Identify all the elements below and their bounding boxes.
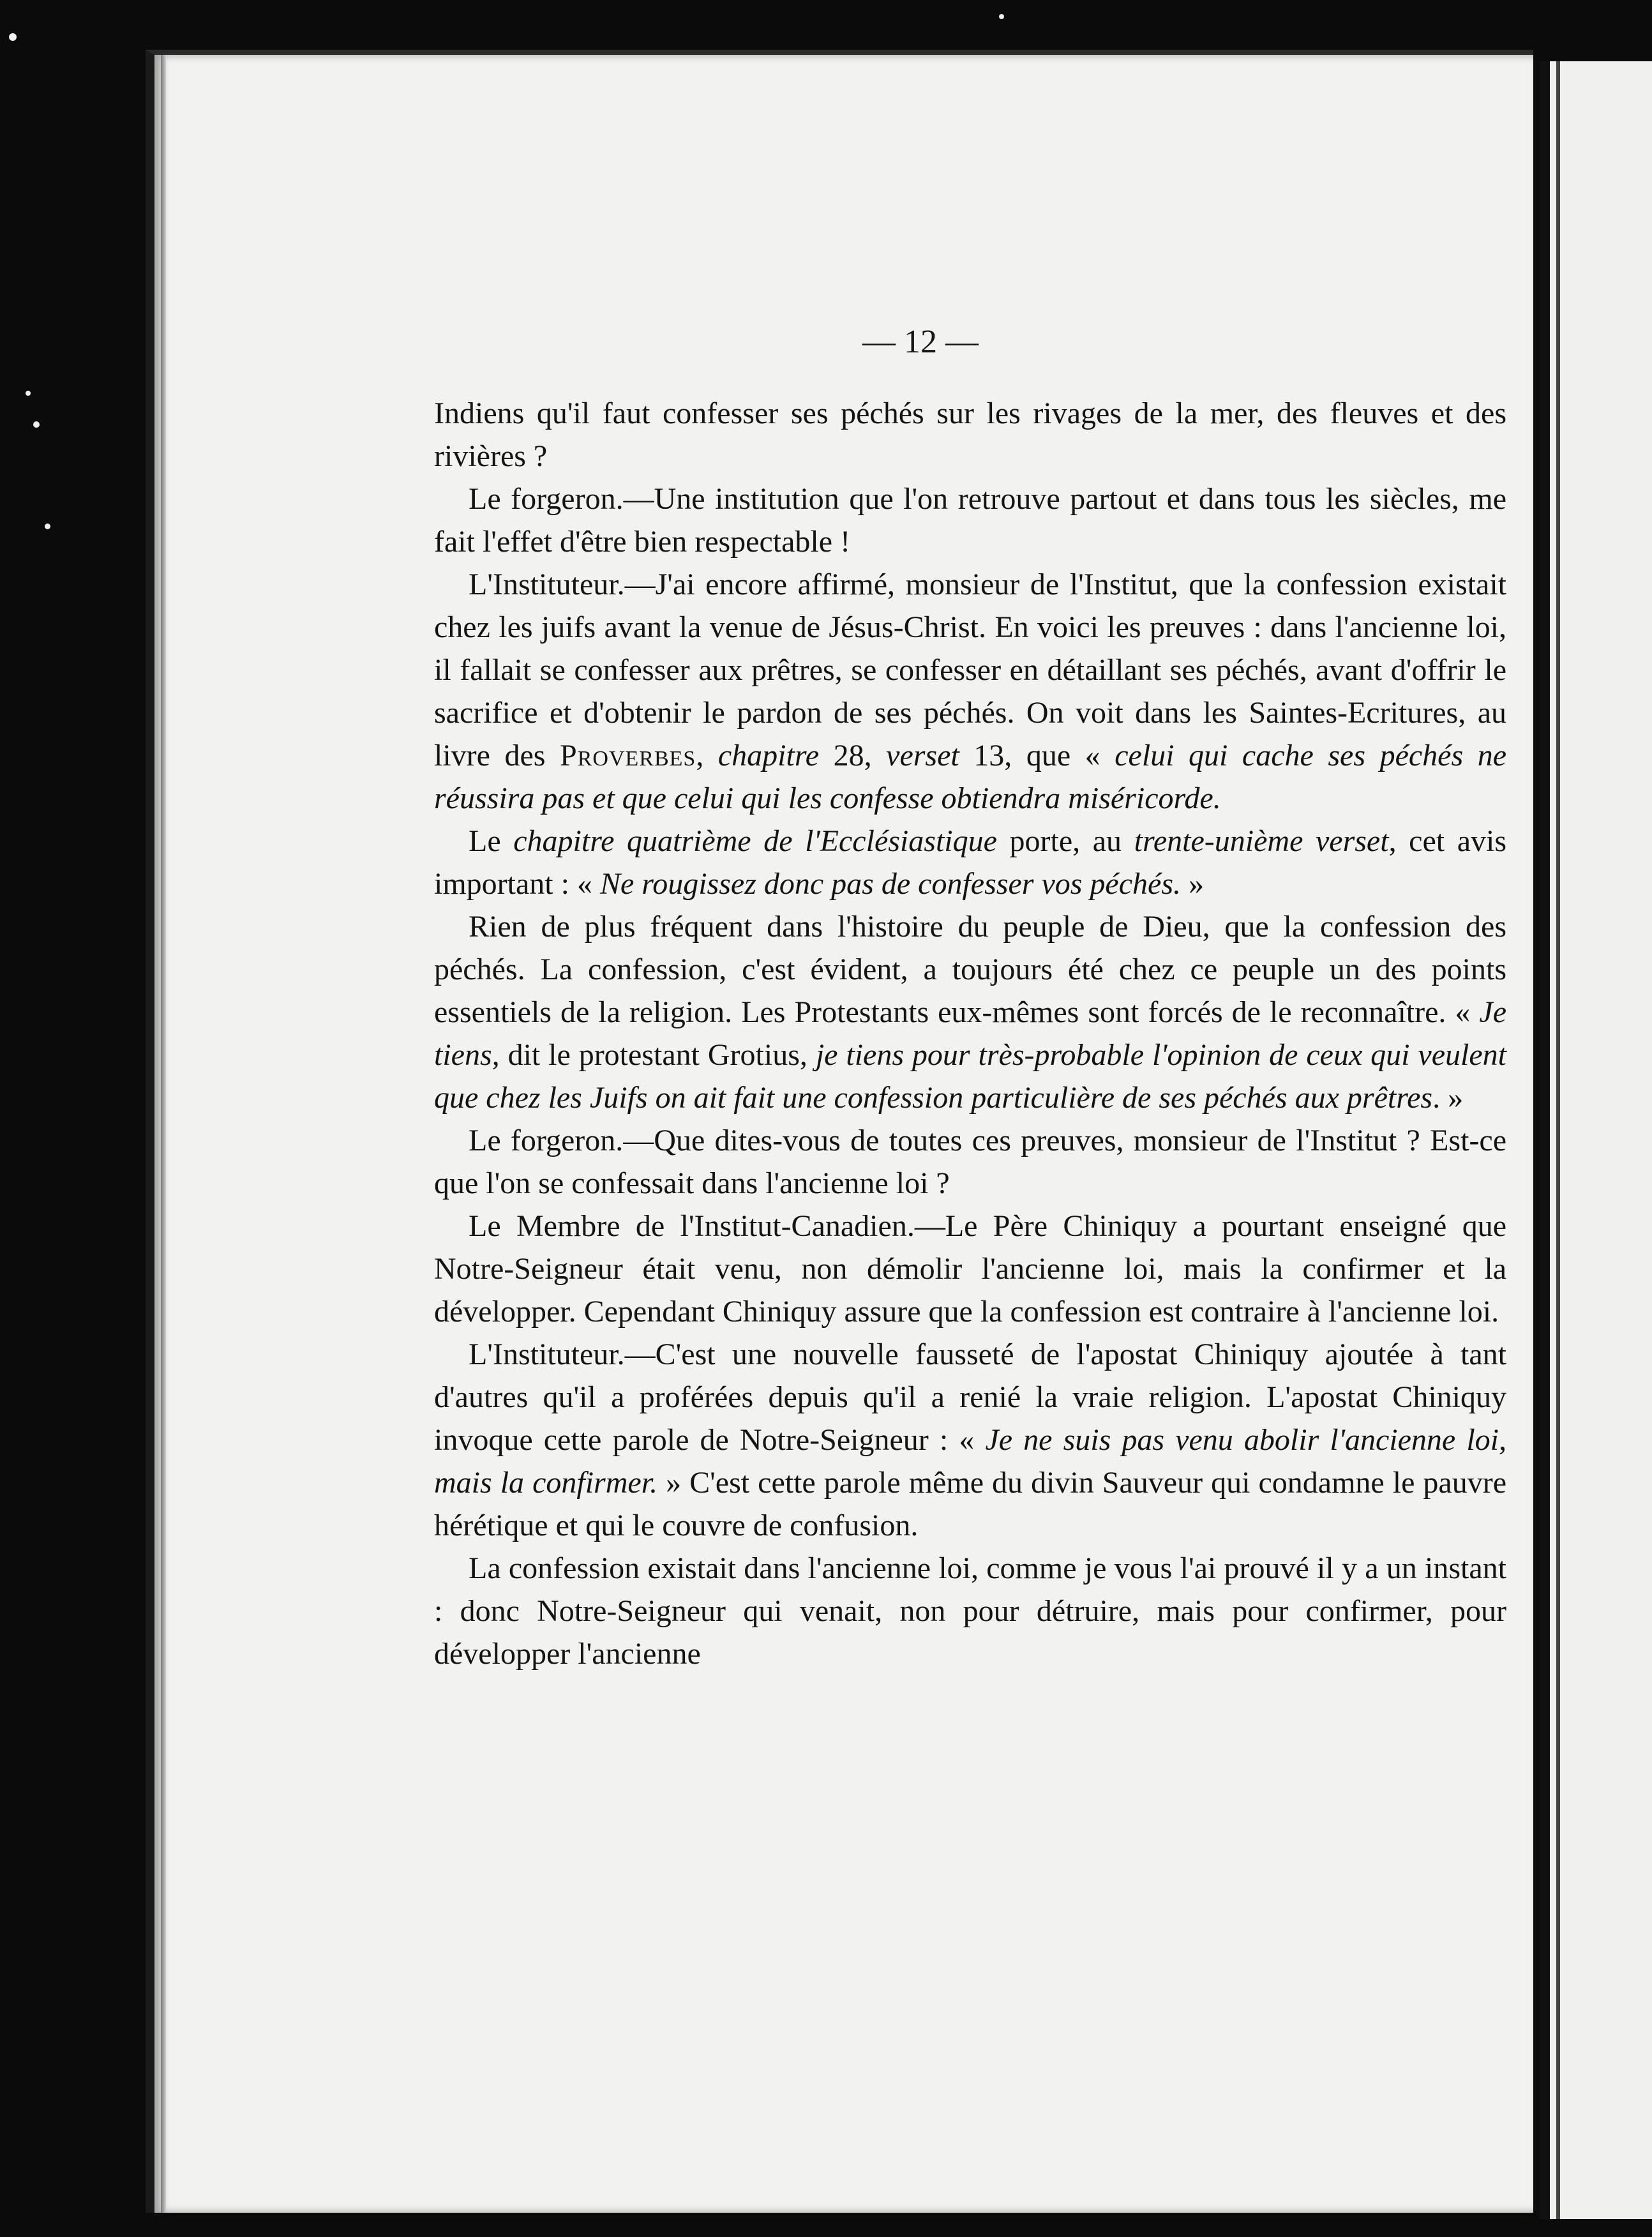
paragraph-p3 [434, 563, 1506, 820]
scan-speck [33, 421, 40, 428]
paragraph-p2 [434, 478, 1506, 563]
text-run: celui qui cache ses péchés ne réussira pas et que celui qui les confesse obtiendra miséricorde. [434, 739, 1507, 815]
text-run: Le [469, 824, 514, 858]
text-run: , [696, 739, 718, 772]
text-run: Le forgeron.—Une institution que l'on retrouve partout et dans tous les siècles, me fait l'effet d'être bien respectable ! [434, 482, 1506, 559]
text-run: . » [1432, 1081, 1464, 1115]
text-run: L'Instituteur.—J'ai encore affirmé, monsieur de l'Institut, que la confession existait chez les juifs avant la venue de Jésus-Christ. En voici les preuves : dans l'ancienne loi, il fallait se confesser aux prêtres, se confesser en détaillant ses péchés, avant d'offrir le sacrifice et d'obtenir le pardon de ses péchés. On voit dans les Saintes-Ecritures, au livre des [434, 568, 1506, 772]
text-run: Je ne suis pas venu abolir l'ancienne loi, mais la confirmer. [434, 1423, 1506, 1500]
text-run: Je tiens, [434, 995, 1506, 1072]
paragraph-p1 [434, 392, 1506, 478]
text-run: La confession existait dans l'ancienne loi, comme je vous l'ai prouvé il y a un instant : donc Notre-Seigneur qui venait, non pour détruire, mais pour confirmer, pour développer l'ancienne [434, 1551, 1506, 1671]
page-body-text [434, 392, 1506, 1675]
text-run: chapitre quatrième de l'Ecclésiastique [513, 824, 997, 858]
paragraph-p6 [434, 1119, 1506, 1205]
text-run: 13, que « [959, 739, 1115, 772]
paragraph-p8 [434, 1333, 1506, 1547]
text-run: porte, au [996, 824, 1134, 858]
document-page [146, 50, 1533, 2213]
paragraph-p5 [434, 905, 1506, 1119]
page-number: — 12 — [862, 324, 979, 360]
paragraph-p4 [434, 820, 1506, 905]
text-run: verset [886, 739, 959, 772]
text-run: Le Membre de l'Institut-Canadien.—Le Père Chiniquy a pourtant enseigné que Notre-Seigneur était venu, non démolir l'ancienne loi, mais la confirmer et la développer. Cependant Chiniquy assure que la confession est contraire à l'ancienne loi. [434, 1209, 1506, 1329]
paragraph-p7 [434, 1205, 1506, 1333]
scan-speck [999, 14, 1004, 19]
text-run: 28, [819, 739, 887, 772]
text-run: dit le protestant Grotius, [499, 1038, 816, 1072]
text-run: L'Instituteur.—C'est une nouvelle fausseté de l'apostat Chiniquy ajoutée à tant d'autres qu'il a proférées depuis qu'il a renié la vraie religion. L'apostat Chiniquy invoque cette parole de Notre-Seigneur : « [434, 1337, 1506, 1457]
scan-speck [45, 523, 50, 529]
text-run: trente-unième verset [1134, 824, 1389, 858]
text-run: » C'est cette parole même du divin Sauveur qui condamne le pauvre hérétique et qui le couvre de confusion. [434, 1466, 1506, 1542]
scan-speck [26, 391, 31, 396]
text-run: chapitre [717, 739, 820, 772]
facing-page-edge [1540, 61, 1652, 2219]
text-run: Indiens qu'il faut confesser ses péchés sur les rivages de la mer, des fleuves et des rivières ? [434, 396, 1506, 473]
text-run: » [1181, 867, 1205, 901]
text-run: Rien de plus fréquent dans l'histoire du peuple de Dieu, que la confession des péchés. La confession, c'est évident, a toujours été chez ce peuple un des points essentiels de la religion. Les Protestants eux-mêmes sont forcés de le reconnaître. « [434, 910, 1506, 1029]
text-run: Ne rougissez donc pas de confesser vos péchés. [599, 867, 1182, 901]
scan-speck [9, 33, 17, 41]
text-run: Proverbes [560, 739, 696, 772]
text-run: , cet avis important : « [434, 824, 1507, 901]
text-run: Le forgeron.—Que dites-vous de toutes ces preuves, monsieur de l'Institut ? Est-ce que l'on se confessait dans l'ancienne loi ? [434, 1124, 1506, 1200]
text-run: je tiens pour très-probable l'opinion de ceux qui veulent que chez les Juifs on ait fait une confession particulière de ses péchés aux prêtres [434, 1038, 1507, 1115]
paragraph-p9 [434, 1547, 1506, 1675]
